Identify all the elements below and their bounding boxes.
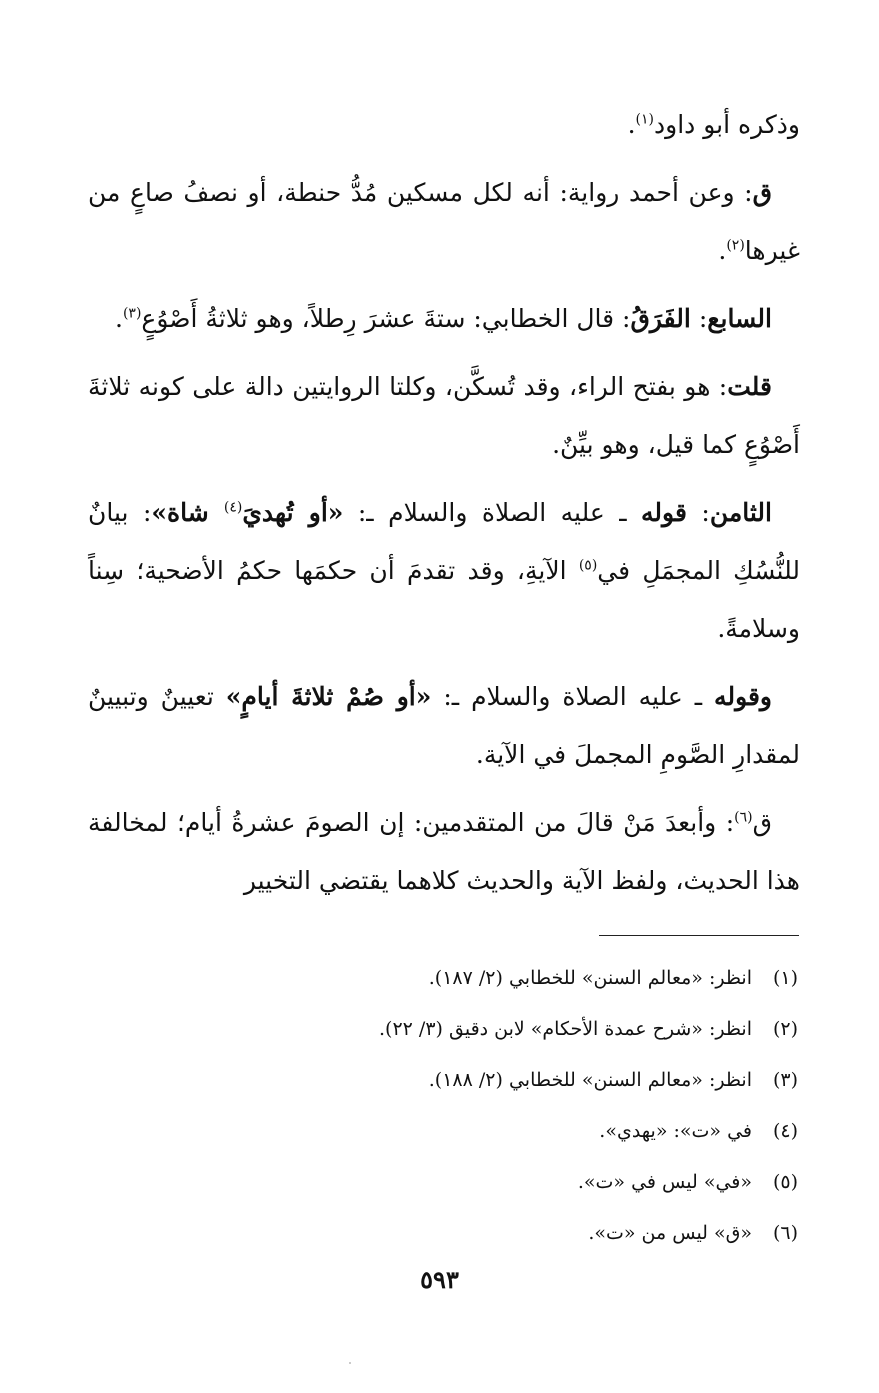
footnote-item — [88, 1054, 798, 1105]
text-run: ـ عليه الصلاة والسلام ـ: — [431, 682, 715, 711]
bold-text-run: الثامن — [709, 498, 772, 527]
text-run: : هو بفتح الراء، وقد تُسكَّن، وكلتا الروايتين دالة على كونه ثلاثةَ أَصْوُعٍ كما قيل، وهو بيِّنٌ. — [88, 372, 800, 459]
text-run: ـ عليه الصلاة والسلام ـ: — [343, 498, 642, 527]
text-run: ق — [752, 808, 772, 837]
footnote-text: انظر: «معالم السنن» للخطابي (٢/ ١٨٨). — [428, 1068, 752, 1091]
text-run: الآيةِ، وقد تقدمَ أن حكمَها حكمُ الأضحية؛ سِناً وسلامةً. — [88, 556, 800, 643]
bold-text-run: الفَرَقُ — [630, 304, 691, 333]
paragraph — [88, 358, 800, 474]
paragraph — [88, 96, 800, 154]
text-run: . — [114, 304, 123, 333]
paragraph — [88, 164, 800, 280]
text-run: : وأبعدَ مَنْ قالَ من المتقدمين: إن الصومَ عشرةُ أيام؛ لمخالفة هذا الحديث، ولفظ الآية والحديث كلاهما يقتضي التخيير — [88, 808, 800, 895]
footnote-item — [88, 1207, 798, 1258]
bold-text-run: ق — [752, 178, 772, 207]
bold-text-run: وقوله — [714, 682, 773, 711]
footnotes-section — [88, 952, 798, 1258]
text-run: تعيينٌ وتبيينٌ لمقدارِ الصَّومِ المجملَ في الآية. — [88, 682, 800, 769]
paragraph — [88, 794, 800, 910]
footnote-marker: (٤) — [223, 499, 243, 516]
footnote-separator — [599, 935, 799, 936]
footnote-number: (٤) — [772, 1119, 798, 1142]
text-run: : بيانٌ للنُّسُكِ المجمَلِ في — [88, 498, 800, 585]
footnote-number: (٦) — [772, 1221, 798, 1244]
footnote-item — [88, 952, 798, 1003]
body-text — [88, 96, 800, 910]
scan-speck — [349, 1362, 351, 1364]
paragraph — [88, 668, 800, 784]
text-run: : وعن أحمد رواية: أنه لكل مسكين مُدُّ حنطة، أو نصفُ صاعٍ من غيرها — [88, 178, 800, 265]
bold-text-run: شاة» — [151, 498, 224, 527]
footnote-number: (١) — [772, 966, 798, 989]
footnote-item — [88, 1105, 798, 1156]
footnote-marker: (١) — [635, 111, 654, 128]
text-run: . — [627, 110, 636, 139]
bold-text-run: السابع — [707, 304, 772, 333]
text-run: : — [690, 304, 708, 333]
bold-text-run: قوله — [641, 498, 687, 527]
page-number: ٥٩٣ — [420, 1265, 459, 1294]
footnote-text: «ق» ليس من «ت». — [588, 1221, 752, 1244]
footnote-marker: (٦) — [734, 809, 753, 826]
footnote-number: (٣) — [772, 1068, 798, 1091]
text-run: : — [686, 498, 710, 527]
text-run: وذكره أبو داود — [654, 110, 800, 139]
footnote-item — [88, 1003, 798, 1054]
paragraph — [88, 290, 800, 348]
footnote-item — [88, 1156, 798, 1207]
footnote-text: في «ت»: «يهدي». — [599, 1119, 752, 1142]
bold-text-run: قلت — [727, 372, 772, 401]
bold-text-run: «أو تُهديَ — [242, 498, 344, 527]
footnote-text: انظر: «شرح عمدة الأحكام» لابن دقيق (٣/ ٢٢). — [378, 1017, 752, 1040]
footnote-number: (٥) — [772, 1170, 798, 1193]
footnote-marker: (٢) — [726, 237, 745, 254]
text-run: : قال الخطابي: ستةَ عشرَ رِطلاً، وهو ثلاثةُ أَصْوُعٍ — [141, 304, 631, 333]
footnote-text: انظر: «معالم السنن» للخطابي (٢/ ١٨٧). — [428, 966, 752, 989]
paragraph — [88, 484, 800, 658]
footnote-marker: (٣) — [122, 305, 142, 322]
footnote-text: «في» ليس في «ت». — [577, 1170, 752, 1193]
text-run: . — [718, 236, 727, 265]
bold-text-run: «أو صُمْ ثلاثةَ أيامٍ» — [225, 682, 432, 711]
footnote-marker: (٥) — [578, 557, 598, 574]
footnote-number: (٢) — [772, 1017, 798, 1040]
